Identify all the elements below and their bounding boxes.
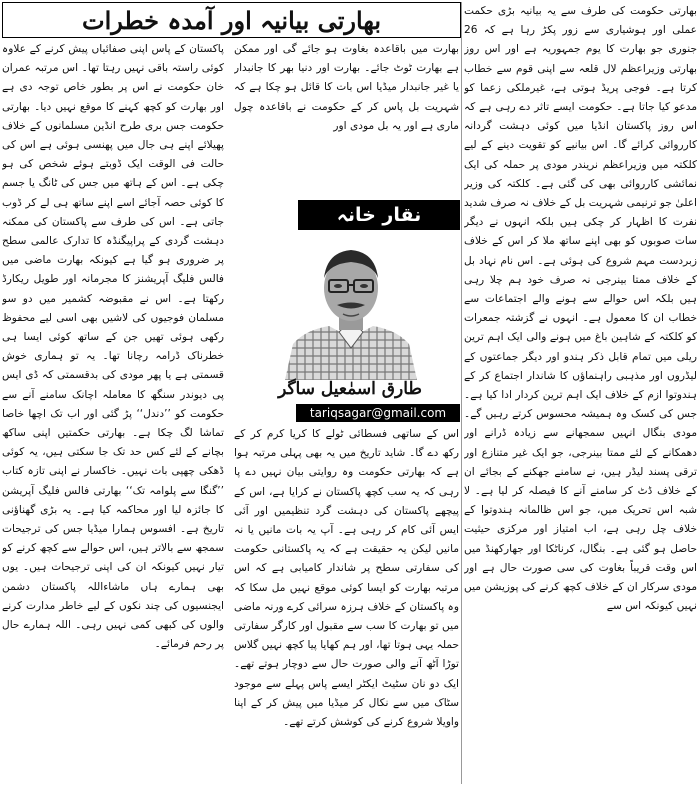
column-separator [461, 2, 462, 784]
article-column-right [464, 2, 697, 784]
headline-banner [2, 2, 461, 38]
author-photo [285, 232, 417, 380]
headline: بھارتی بیانیہ اور آمدہ خطرات [81, 5, 382, 35]
article-column-middle-bottom [234, 425, 459, 785]
column-logo [298, 200, 460, 230]
article-column-middle-top [234, 40, 459, 192]
article-text-middle-bottom: اس کے ساتھی فسطائی ٹولے کا کریا کرم کر کے رکھ دے گا۔ شاید تاریخ میں یہ بھی پہلی مرتبہ ہوا ہے کہ بھارتی حکومت وہ روایتی بیان نہیں دے پا رہی کہ یہ سب کچھ پاکستان نے کرایا ہے، اس کے پیچھے پاکستان کی دہشت گرد تنظیمیں اور آئی ایس آئی کام کر رہی ہے۔ آپ یہ بات مانیں یا نہ مانیں لیکن یہ حقیقت ہے کہ یہ پاکستانی حکومت کی سفارتی سطح پر شاندار کامیابی ہے کہ اس مرتبہ بھارت کو ایسا کوئی موقع نہیں مل سکا کہ وہ پاکستان کے خلاف ہرزہ سرائی کرے ورنہ ماضی میں تو بھارت کا سب سے مقبول اور کارگر سفارتی حملہ یہی ہوتا تھا، اور ہم کھایا پیا کچھ نہیں گلاس توڑا آٹھ آنے والی صورت حال سے دوچار ہوتے تھے۔ ایک دو نان سٹیٹ ایکٹر ایسے پاس پہلے سے موجود سٹاک میں سے نکال کر میڈیا میں پیش کر کے اپنا واویلا شروع کرنے کی کوشش کرتے تھے۔ [234, 428, 459, 729]
column-name: نقار خانہ [336, 204, 422, 226]
author-email: tariqsagar@gmail.com [309, 406, 447, 420]
article-column-left [2, 40, 224, 784]
author-name: طارق اسمٰعیل ساگر [278, 379, 422, 399]
author-name-block [270, 372, 430, 406]
author-email-box [296, 404, 460, 422]
article-text-right: بھارتی حکومت کی طرف سے یہ بیانیہ بڑی حکمت عملی اور ہوشیاری سے زور پکڑ رہا ہے کہ 26 جنوری جو بھارت کا یوم جمہوریہ ہے اور اس روز بھارتی وزیراعظم لال قلعہ سے اپنی قوم سے خطاب کرتا ہے۔ فوجی پریڈ ہوتی ہے، غیرملکی زعما کو مدعو کیا جاتا ہے۔ حکومت ایسے تاثر دے رہی ہے کہ اس روز پاکستان انڈیا میں کوئی دہشت گردانہ کارروائی کرائے گا۔ اس بیانیے کو تقویت دینے کے لیے کلکتہ میں وزیراعظم نریندر مودی پر حملہ کی ایک نمائشی کارروائی بھی کی گئی ہے۔ کلکتہ کی وزیر اعلیٰ جو ترنیمی شہریت بل کے خلاف نہ صرف شدید نفرت کا اظہار کر چکی ہیں بلکہ انہوں نے دیگر سات صوبوں کو بھی اپنے ساتھ ملا کر اس کے خلاف زبردست مہم شروع کی ہوئی ہے۔ اس نام نہاد بل کے خلاف ممتا بینرجی نہ صرف خود ہم چلا رہی ہیں بلکہ اس حوالے سے ہونے والے اجتماعات سے خطاب ان کا معمول ہے۔ انہوں نے گزشتہ جمعرات کو کلکتہ کے شاہین باغ میں ہونے والی ایک اہم ترین ریلی میں تمام قابل ذکر ہندو اور دیگر جماعتوں کے لیڈروں اور مذہبی راہنماؤں کا شاندار اجتماع کر کے ہندوتوا ازم کے خلاف ایک اہم ترین کردار ادا کیا ہے۔ جس کی کسک وہ ہمیشہ محسوس کرتے رہیں گے۔ مودی بنگال انہیں سمجھانے سے زیادہ ڈرانے اور دھمکانے کے لئے ممتا بینرجی، جو ایک غیر متنازع اور ترقی پسند لیڈر ہیں، نے سامنے جھکنے کے بجائے ان کے خلاف ڈٹ کر سامنے آنے کا فیصلہ کر لیا ہے۔ لا شبہ اس تحریک میں، جو اس ظالمانہ ہندوتوا کے خلاف چل رہی ہے، اب امتیاز اور مرکزی حیثیت حاصل ہو گئی ہے۔ بنگال، کرناٹکا اور جھارکھنڈ میں اس وقت قریباً بغاوت کی سی صورت حال ہے اور مودی سرکار ان کے خلاف کچھ کرنے کی پوزیشن میں نہیں کیونکہ اس سے [464, 5, 697, 613]
article-text-left: پاکستان کے پاس اپنی صفائیاں پیش کرنے کے علاوہ کوئی راستہ باقی نہیں رہتا تھا۔ اس مرتبہ عمران خان حکومت نے اس پر بطور خاص توجہ دی ہے اور بھارت کو کچھ کہنے کا موقع نہیں دیا۔ بھارتی حکومت جس بری طرح انڈین مسلمانوں کے خلاف پھیلائے اپنے ہی جال میں پھنسی ہوئی ہے اس کی حالت فی الوقت ایک ڈوبتے ہوئے شخص کی ہو چکی ہے۔ اس کے ہاتھ میں جس کی ٹانگ یا جسم کا کوئی حصہ آجائے اسے اپنے ساتھ ہی لے کر ڈوب جاتی ہے۔ اس کی طرف سے پاکستان کی ممکنہ دہشت گردی کے پراپیگنڈہ کا تدارک عالمی سطح پر ضروری ہو گیا ہے کیونکہ بھارت ماضی میں فالس فلیگ آپریشنز کا مجرمانہ اور طویل ریکارڈ رکھتا ہے۔ اس نے مقبوضہ کشمیر میں دو سو مسلمان فوجیوں کی لاشیں بھی اسی لیے محفوظ رکھی ہوئی تھیں جن کے ساتھ کوئی ایسا ہی خطرناک ڈرامہ رچانا تھا۔ یہ تو ہماری خوش قسمتی ہے یا پھر مودی کی بدقسمتی کہ ڈی ایس پی دیوندر سنگھ کا معاملہ اچانک سامنے آنے سے حکومت کو ’’دندل‘‘ پڑ گئی اور اب تک اچھا خاصا تماشا لگ چکا ہے۔ بھارتی حکمتیں اپنی ساکھ بچانے کے لئے کس حد تک جا سکتی ہیں، یہ کوئی ڈھکی چھپی بات نہیں۔ خاکسار نے اپنی تازہ کتاب ’’گنگا سے پلوامہ تک‘‘ بھارتی فالس فلیگ آپریشن کا جائزہ لیا اور محاکمہ کیا ہے۔ یہ بڑی گھناؤنی تاریخ ہے۔ افسوس ہمارا میڈیا جس کی ترجیحات سمجھ سے بالاتر ہیں، اس حوالے سے کچھ کرنے کو تیار نہیں کیونکہ ان کی اپنی ترجیحات ہیں۔ یوں بھی ہمارے ہاں ماشاءاللہ پاکستان دشمن ایجنسیوں کی چند نکوں کے لیے خاطر مدارت کرنے والوں کی کبھی کمی نہیں رہی۔ اللہ ہمارے حال پر رحم فرمائے۔ [2, 43, 224, 651]
article-text-middle-top: بھارت میں باقاعدہ بغاوت ہو جائے گی اور ممکن ہے بھارت ٹوٹ جائے۔ بھارت اور دنیا بھر کا جانبدار یا غیر جانبدار میڈیا اس بات کا قائل ہو چکا ہے کہ شہریت بل پاس کر کے حکومت نے باقاعدہ چول ماری ہے اور یہ بل مودی اور [234, 43, 459, 132]
